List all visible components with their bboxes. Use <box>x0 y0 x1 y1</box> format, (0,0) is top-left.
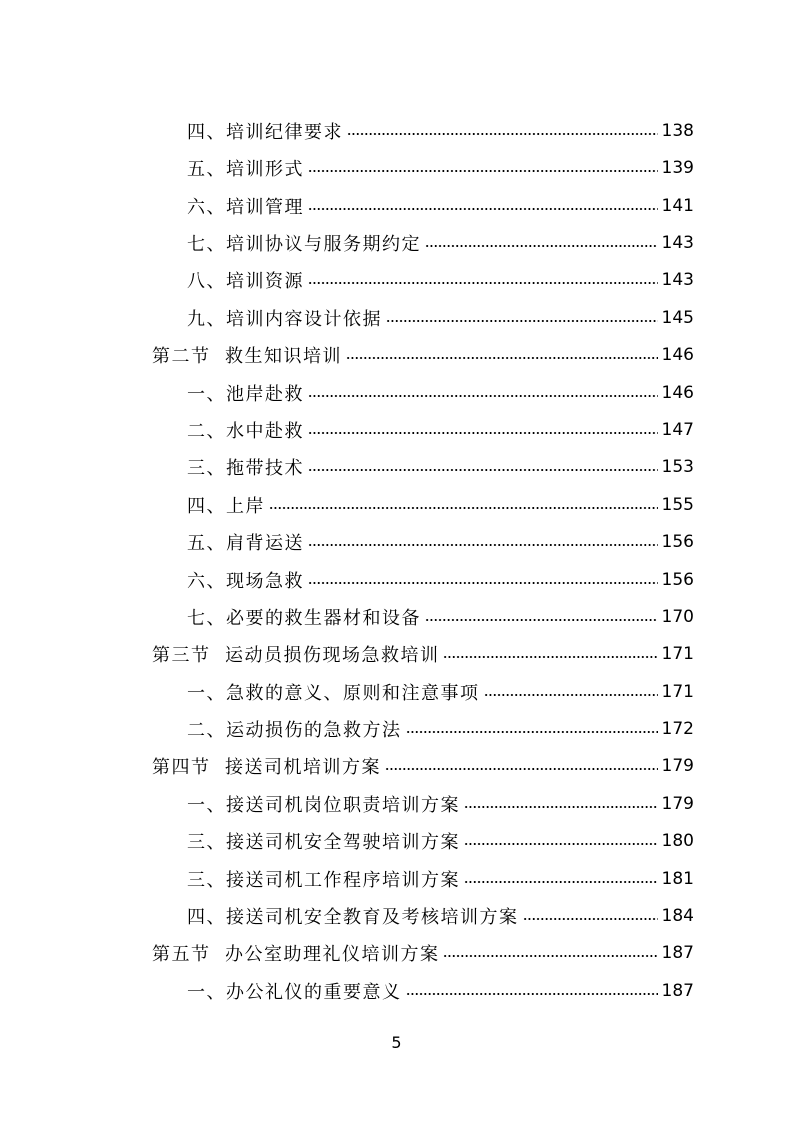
toc-section-entry[interactable] <box>0 336 793 373</box>
toc-dot-leader <box>464 873 658 891</box>
toc-entry[interactable] <box>0 897 793 934</box>
toc-dot-leader <box>406 985 659 1003</box>
toc-entry-title: 七、必要的救生器材和设备 <box>0 604 425 630</box>
toc-entry[interactable] <box>0 822 793 859</box>
toc-entry-page: 153 <box>661 456 694 477</box>
toc-entry-title: 第四节 接送司机培训方案 <box>0 753 385 779</box>
toc-dot-leader <box>308 574 658 592</box>
toc-entry[interactable] <box>0 411 793 448</box>
toc-dot-leader <box>464 798 658 816</box>
toc-entry[interactable] <box>0 561 793 598</box>
toc-entry-page: 187 <box>661 980 694 1001</box>
toc-entry-page: 184 <box>661 905 694 926</box>
toc-dot-leader <box>443 947 658 965</box>
toc-entry-page: 171 <box>661 643 694 664</box>
toc-dot-leader <box>425 611 658 629</box>
toc-dot-leader <box>308 536 658 554</box>
toc-entry-page: 179 <box>661 793 694 814</box>
toc-entry[interactable] <box>0 972 793 1009</box>
toc-entry-page: 187 <box>661 942 694 963</box>
toc-entry-title: 三、接送司机安全驾驶培训方案 <box>0 828 464 854</box>
toc-entry[interactable] <box>0 448 793 485</box>
toc-entry[interactable] <box>0 224 793 261</box>
toc-entry-page: 147 <box>661 419 694 440</box>
toc-dot-leader <box>269 499 658 517</box>
toc-entry-page: 172 <box>661 718 694 739</box>
toc-entry-page: 171 <box>661 681 694 702</box>
toc-entry[interactable] <box>0 598 793 635</box>
toc-entry-title: 第二节 救生知识培训 <box>0 342 346 368</box>
toc-entry-title: 一、办公礼仪的重要意义 <box>0 978 406 1004</box>
toc-dot-leader <box>308 461 658 479</box>
toc-entry-title: 一、池岸赴救 <box>0 380 308 406</box>
page-number: 5 <box>391 1033 402 1052</box>
toc-dot-leader <box>346 349 658 367</box>
toc-dot-leader <box>443 648 658 666</box>
toc-entry-title: 一、急救的意义、原则和注意事项 <box>0 679 484 705</box>
toc-entry[interactable] <box>0 149 793 186</box>
toc-entry-page: 138 <box>661 120 694 141</box>
toc-dot-leader <box>406 723 659 741</box>
toc-entry-page: 146 <box>661 344 694 365</box>
toc-section-entry[interactable] <box>0 747 793 784</box>
toc-dot-leader <box>523 910 659 928</box>
toc-entry[interactable] <box>0 523 793 560</box>
toc-entry-title: 三、拖带技术 <box>0 454 308 480</box>
toc-entry-title: 第五节 办公室助理礼仪培训方案 <box>0 940 443 966</box>
toc-dot-leader <box>308 162 658 180</box>
toc-entry-title: 九、培训内容设计依据 <box>0 305 386 331</box>
toc-entry-title: 二、水中赴救 <box>0 417 308 443</box>
toc-entry-title: 五、肩背运送 <box>0 529 308 555</box>
toc-entry-title: 一、接送司机岗位职责培训方案 <box>0 791 464 817</box>
toc-entry-page: 145 <box>661 307 694 328</box>
toc-entry-page: 143 <box>661 232 694 253</box>
toc-dot-leader <box>385 760 658 778</box>
toc-entry-page: 141 <box>661 195 694 216</box>
toc-entry[interactable] <box>0 785 793 822</box>
toc-entry[interactable] <box>0 673 793 710</box>
toc-entry-title: 三、接送司机工作程序培训方案 <box>0 866 464 892</box>
toc-dot-leader <box>425 237 658 255</box>
toc-entry[interactable] <box>0 112 793 149</box>
toc-entry[interactable] <box>0 261 793 298</box>
toc-entry-page: 170 <box>661 606 694 627</box>
toc-entry-title: 四、接送司机安全教育及考核培训方案 <box>0 903 523 929</box>
toc-entry[interactable] <box>0 710 793 747</box>
toc-entry-title: 四、培训纪律要求 <box>0 118 347 144</box>
toc-entry-title: 二、运动损伤的急救方法 <box>0 716 406 742</box>
toc-entry-title: 六、培训管理 <box>0 193 308 219</box>
toc-entry-page: 180 <box>661 830 694 851</box>
toc-dot-leader <box>308 424 658 442</box>
toc-entry-page: 155 <box>661 494 694 515</box>
toc-dot-leader <box>386 312 658 330</box>
toc-dot-leader <box>347 125 658 143</box>
toc-entry-page: 156 <box>661 569 694 590</box>
toc-entry-page: 156 <box>661 531 694 552</box>
toc-entry-title: 五、培训形式 <box>0 155 308 181</box>
toc-dot-leader <box>484 686 659 704</box>
toc-entry-title: 六、现场急救 <box>0 567 308 593</box>
toc-entry-page: 143 <box>661 269 694 290</box>
toc-entry-title: 八、培训资源 <box>0 267 308 293</box>
toc-dot-leader <box>464 835 658 853</box>
toc-entry-title: 四、上岸 <box>0 492 269 518</box>
toc-entry-page: 179 <box>661 755 694 776</box>
toc-entry[interactable] <box>0 299 793 336</box>
toc-section-entry[interactable] <box>0 635 793 672</box>
toc-dot-leader <box>308 387 658 405</box>
toc-dot-leader <box>308 200 658 218</box>
toc-entry-page: 181 <box>661 868 694 889</box>
toc-entry[interactable] <box>0 486 793 523</box>
toc-entry-title: 第三节 运动员损伤现场急救培训 <box>0 641 443 667</box>
toc-entry[interactable] <box>0 187 793 224</box>
toc-section-entry[interactable] <box>0 934 793 971</box>
toc-entry-title: 七、培训协议与服务期约定 <box>0 230 425 256</box>
toc-entry[interactable] <box>0 374 793 411</box>
toc-entry-page: 146 <box>661 382 694 403</box>
toc-entry-page: 139 <box>661 157 694 178</box>
toc-entry[interactable] <box>0 860 793 897</box>
toc-dot-leader <box>308 274 658 292</box>
